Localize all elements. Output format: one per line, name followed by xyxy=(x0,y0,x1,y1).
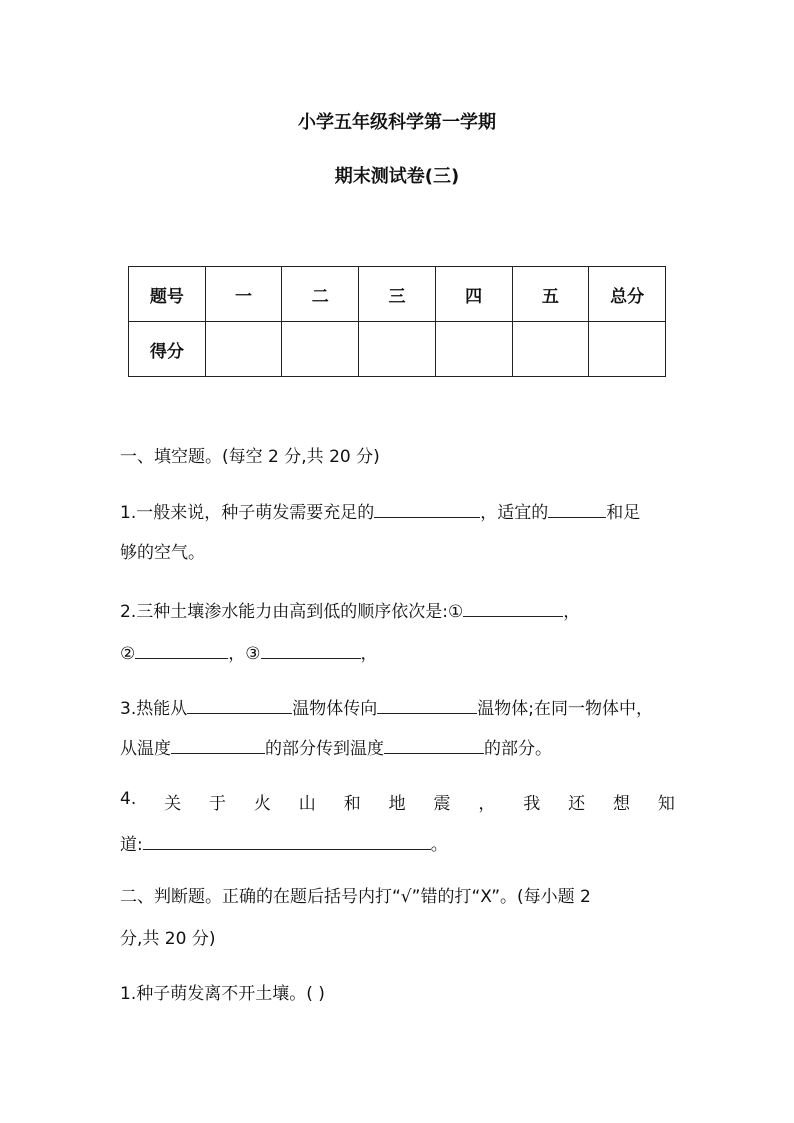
question-char: 火 xyxy=(253,794,271,814)
score-table-cell: 三 xyxy=(359,267,436,322)
score-table xyxy=(128,266,666,377)
question-text: ，③ xyxy=(228,644,261,664)
score-table-cell: 二 xyxy=(282,267,359,322)
answer-blank xyxy=(187,695,292,714)
question-text: ② xyxy=(120,644,136,664)
question-text: ， xyxy=(360,644,378,664)
score-cell-1 xyxy=(205,322,282,377)
question-char: 我 xyxy=(523,794,541,814)
page-title: 小学五年级科学第一学期 xyxy=(298,112,496,133)
score-table-header-row xyxy=(129,267,666,322)
answer-blank xyxy=(261,640,361,659)
answer-blank xyxy=(377,695,477,714)
answer-blank xyxy=(384,735,484,754)
score-table-cell: 总分 xyxy=(589,267,666,322)
question-char: 地 xyxy=(388,794,406,814)
section1-heading: 一、填空题。(每空 2 分,共 20 分) xyxy=(120,447,380,467)
question-char: ， xyxy=(478,794,496,814)
answer-blank xyxy=(548,499,606,518)
question-1-2 xyxy=(120,598,580,623)
section2-heading-cont: 分,共 20 分) xyxy=(120,929,216,949)
question-char: 震 xyxy=(433,794,451,814)
score-cell-2 xyxy=(282,322,359,377)
question-text: 1.一般来说，种子萌发需要充足的 xyxy=(120,503,375,523)
question-char: 关 xyxy=(164,794,182,814)
score-cell-4 xyxy=(435,322,512,377)
question-char: 知 xyxy=(657,794,675,814)
answer-blank xyxy=(171,735,265,754)
question-1-1 xyxy=(120,499,640,524)
question-char: 于 xyxy=(209,794,227,814)
question-1-4 xyxy=(120,789,675,814)
question-text: 3.热能从 xyxy=(120,699,188,719)
answer-blank xyxy=(374,499,480,518)
question-text: ，适宜的 xyxy=(480,503,549,523)
score-cell-total xyxy=(589,322,666,377)
question-text: 的部分。 xyxy=(484,739,552,759)
question-1-1-cont: 够的空气。 xyxy=(120,543,205,563)
score-table-cell: 四 xyxy=(435,267,512,322)
score-table-score-row xyxy=(129,322,666,377)
score-cell-5 xyxy=(512,322,589,377)
question-char: 想 xyxy=(613,794,631,814)
question-text: 从温度 xyxy=(120,739,171,759)
question-text: 2.三种土壤渗水能力由高到低的顺序依次是:① xyxy=(120,602,464,622)
section2-heading: 二、判断题。正确的在题后括号内打“√”错的打“X”。(每小题 2 xyxy=(120,887,591,907)
question-char: 和 xyxy=(343,794,361,814)
question-1-2-cont xyxy=(120,640,378,665)
answer-blank xyxy=(143,831,431,850)
answer-blank xyxy=(135,640,228,659)
question-text: 温物体;在同一物体中， xyxy=(477,699,653,719)
question-1-3 xyxy=(120,695,653,720)
question-text: 和足 xyxy=(606,503,641,523)
question-text: 道: xyxy=(120,835,143,855)
question-text: ， xyxy=(563,602,581,622)
score-cell-3 xyxy=(359,322,436,377)
question-char: 4. xyxy=(120,789,137,809)
score-table-cell: 五 xyxy=(512,267,589,322)
question-1-4-cont xyxy=(120,831,448,856)
question-1-3-cont xyxy=(120,735,552,760)
score-table-cell: 一 xyxy=(205,267,282,322)
question-char: 山 xyxy=(298,794,316,814)
question-text: 的部分传到温度 xyxy=(265,739,384,759)
question-text: 温物体传向 xyxy=(292,699,378,719)
score-table-cell: 得分 xyxy=(129,322,206,377)
page-subtitle: 期末测试卷(三) xyxy=(334,166,460,187)
score-table-cell: 题号 xyxy=(129,267,206,322)
question-text: 。 xyxy=(430,835,448,855)
question-char: 还 xyxy=(568,794,586,814)
question-2-1: 1.种子萌发离不开土壤。( ) xyxy=(120,984,325,1004)
answer-blank xyxy=(463,598,563,617)
